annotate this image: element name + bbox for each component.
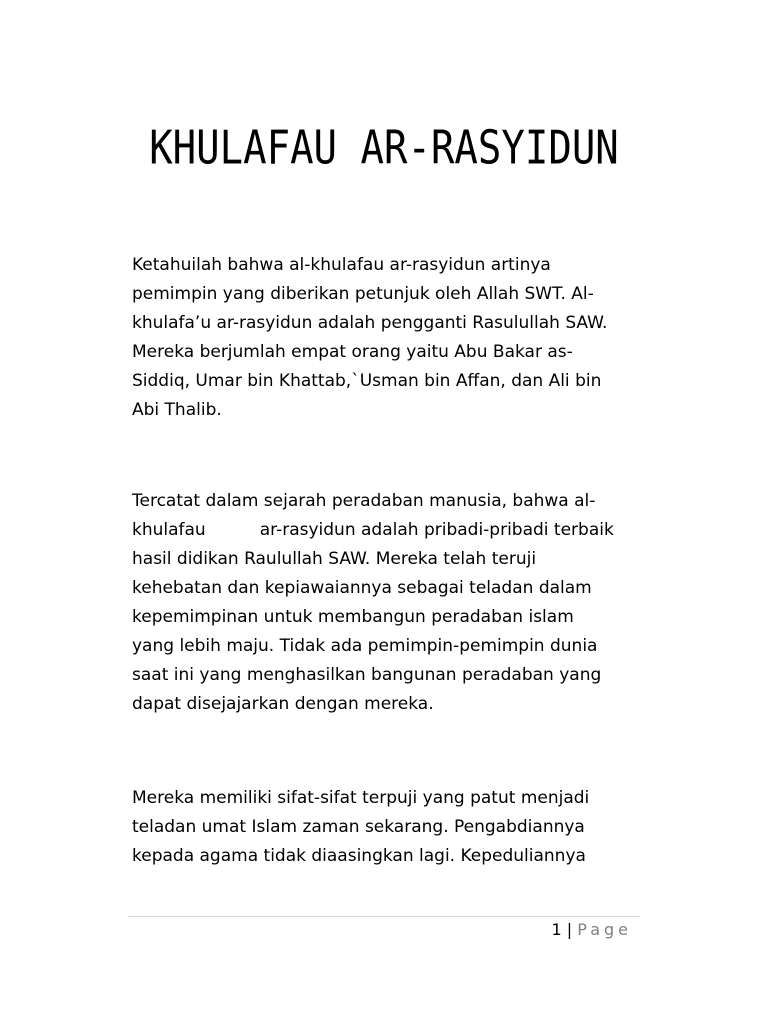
text-line: Tercatat dalam sejarah peradaban manusia, bahwa al- bbox=[132, 491, 596, 511]
text-line: kepemimpinan untuk membangun peradaban islam bbox=[132, 607, 574, 627]
footer-separator: | bbox=[566, 920, 573, 939]
text-line: hasil didikan Raulullah SAW. Mereka telah teruji bbox=[132, 549, 537, 569]
text-line: dapat disejajarkan dengan mereka. bbox=[132, 694, 434, 714]
page-footer bbox=[552, 920, 633, 940]
page-label: Page bbox=[577, 920, 632, 939]
text-line: kehebatan dan kepiawaiannya sebagai teladan dalam bbox=[132, 578, 592, 598]
paragraph-2 bbox=[132, 487, 632, 719]
text-line: Mereka memiliki sifat-sifat terpuji yang patut menjadi bbox=[132, 788, 590, 808]
page-number: 1 bbox=[551, 920, 562, 939]
text-line: khulafa’u ar-rasyidun adalah pengganti Rasulullah SAW. bbox=[132, 313, 608, 333]
text-line: pemimpin yang diberikan petunjuk oleh Allah SWT. Al- bbox=[132, 284, 594, 304]
document-title: KHULAFAU AR-RASYIDUN bbox=[149, 122, 619, 176]
text-line: Ketahuilah bahwa al-khulafau ar-rasyidun artinya bbox=[132, 255, 551, 275]
text-line: saat ini yang menghasilkan bangunan peradaban yang bbox=[132, 665, 602, 685]
text-line: Abi Thalib. bbox=[132, 400, 222, 420]
paragraph-1 bbox=[132, 251, 632, 425]
text-line: Mereka berjumlah empat orang yaitu Abu Bakar as- bbox=[132, 342, 573, 362]
footer-divider bbox=[128, 916, 640, 917]
text-line: yang lebih maju. Tidak ada pemimpin-pemimpin dunia bbox=[132, 636, 598, 656]
text-line: Siddiq, Umar bin Khattab,`Usman bin Affan, dan Ali bin bbox=[132, 371, 602, 391]
paragraph-3 bbox=[132, 784, 632, 871]
text-line: khulafau ar-rasyidun adalah pribadi-pribadi terbaik bbox=[132, 520, 614, 540]
text-line: teladan umat Islam zaman sekarang. Pengabdiannya bbox=[132, 817, 585, 837]
text-line: kepada agama tidak diaasingkan lagi. Kepeduliannya bbox=[132, 846, 586, 866]
